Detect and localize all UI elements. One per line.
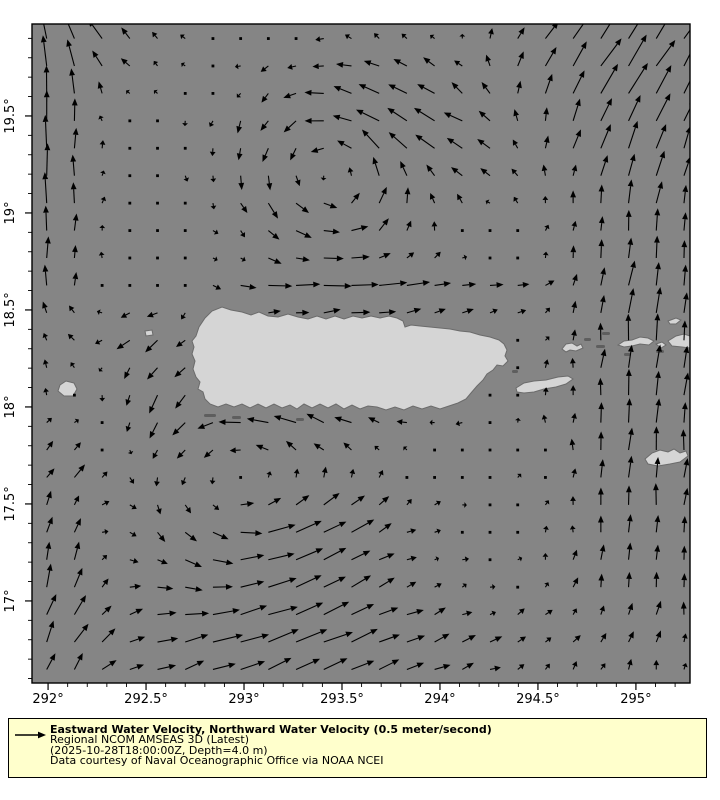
x-tick-label: 292°	[32, 692, 64, 707]
velocity-dot	[489, 476, 492, 479]
legend-time-depth: (2025-10-28T18:00:00Z, Depth=4.0 m)	[50, 743, 268, 757]
velocity-dot	[128, 119, 131, 122]
velocity-arrow	[684, 327, 685, 340]
velocity-dot	[489, 503, 492, 506]
x-tick-label: 294°	[424, 692, 456, 707]
velocity-arrow-head	[691, 68, 697, 76]
velocity-arrow-head	[639, 13, 645, 20]
velocity-dot	[461, 531, 464, 534]
velocity-dot	[156, 147, 159, 150]
velocity-dot	[101, 284, 104, 287]
reef-mark	[232, 416, 241, 419]
velocity-dot	[128, 229, 131, 232]
velocity-dot	[516, 339, 519, 342]
velocity-dot	[489, 449, 492, 452]
velocity-arrow	[545, 529, 546, 532]
velocity-arrow	[351, 257, 362, 258]
velocity-arrow	[629, 579, 630, 587]
velocity-dot	[433, 476, 436, 479]
velocity-dot	[267, 37, 270, 40]
velocity-dot	[73, 394, 76, 397]
velocity-dot	[544, 476, 547, 479]
legend-text-block	[50, 725, 492, 767]
y-tick-label: 18.5°	[3, 292, 18, 328]
velocity-dot	[156, 174, 159, 177]
velocity-arrow	[130, 450, 131, 452]
velocity-dot	[461, 229, 464, 232]
velocity-arrow	[518, 285, 523, 286]
velocity-dot	[184, 92, 187, 95]
velocity-arrow	[74, 252, 75, 258]
velocity-dot	[101, 449, 104, 452]
velocity-dot	[212, 65, 215, 68]
velocity-dot	[516, 586, 519, 589]
velocity-arrow	[407, 194, 408, 203]
velocity-dot	[184, 284, 187, 287]
reef-mark	[596, 345, 605, 348]
velocity-dot	[516, 503, 519, 506]
y-tick-label: 19°	[3, 201, 18, 225]
velocity-dot	[101, 421, 104, 424]
velocity-dot	[239, 476, 242, 479]
velocity-dot	[516, 257, 519, 260]
velocity-dot	[489, 558, 492, 561]
land-desecheo-island	[145, 330, 153, 336]
velocity-arrow	[130, 587, 135, 588]
velocity-arrow	[601, 246, 602, 258]
y-tick-label: 19.5°	[3, 98, 18, 134]
velocity-dot	[489, 229, 492, 232]
velocity-arrow	[324, 285, 345, 286]
velocity-arrow	[684, 523, 685, 532]
velocity-dot	[128, 174, 131, 177]
velocity-dot	[156, 257, 159, 260]
velocity-arrow	[100, 312, 102, 313]
velocity-arrow	[296, 473, 297, 477]
legend-box	[8, 718, 707, 778]
velocity-dot	[184, 147, 187, 150]
velocity-arrow	[545, 114, 546, 121]
velocity-arrow	[74, 189, 75, 203]
velocity-dot	[516, 449, 519, 452]
velocity-dot	[295, 37, 298, 40]
velocity-dot	[156, 119, 159, 122]
velocity-dot	[184, 257, 187, 260]
velocity-dot	[156, 229, 159, 232]
velocity-arrow	[241, 176, 242, 183]
velocity-dot	[128, 257, 131, 260]
reef-mark	[512, 370, 518, 373]
velocity-arrow	[47, 150, 48, 175]
reef-mark	[602, 332, 610, 335]
velocity-dot	[156, 202, 159, 205]
velocity-arrow	[351, 285, 371, 286]
velocity-dot	[516, 531, 519, 534]
velocity-dot	[156, 284, 159, 287]
velocity-dot	[128, 284, 131, 287]
velocity-dot	[405, 476, 408, 479]
velocity-arrow	[320, 39, 324, 40]
velocity-dot	[212, 92, 215, 95]
velocity-dot	[544, 449, 547, 452]
velocity-arrow	[46, 392, 47, 395]
velocity-arrow	[629, 405, 630, 422]
velocity-arrow	[241, 532, 256, 533]
velocity-arrow	[459, 423, 462, 424]
legend-title: Eastward Water Velocity, Northward Water Velocity (0.5 meter/second)	[50, 723, 492, 736]
velocity-arrow	[311, 93, 323, 94]
velocity-dot	[461, 476, 464, 479]
x-tick-label: 293°	[228, 692, 260, 707]
y-tick-label: 17°	[3, 589, 18, 613]
x-tick-label: 293.5°	[320, 692, 364, 707]
velocity-arrow	[572, 445, 573, 450]
velocity-dot	[128, 202, 131, 205]
x-tick-label: 295°	[620, 692, 652, 707]
velocity-dot	[516, 394, 519, 397]
velocity-arrow	[656, 243, 657, 258]
velocity-dot	[128, 147, 131, 150]
velocity-dot	[489, 394, 492, 397]
velocity-dot	[516, 229, 519, 232]
velocity-arrow	[379, 312, 389, 313]
velocity-dot	[489, 421, 492, 424]
x-tick-label: 294.5°	[516, 692, 560, 707]
legend-dataset: Regional NCOM AMSEAS 3D (Latest)	[50, 733, 249, 747]
velocity-arrow-head	[666, 12, 672, 19]
y-tick-label: 18°	[3, 395, 18, 419]
velocity-arrow	[462, 257, 464, 258]
velocity-dot	[489, 257, 492, 260]
velocity-arrow	[46, 213, 47, 231]
velocity-arrow	[102, 173, 103, 175]
velocity-dot	[516, 366, 519, 369]
velocity-dot	[239, 37, 242, 40]
velocity-dot	[184, 229, 187, 232]
velocity-dot	[212, 37, 215, 40]
legend-courtesy: Data courtesy of Naval Oceanographic Office via NOAA NCEI	[50, 754, 384, 768]
velocity-arrow-head	[39, 10, 45, 17]
velocity-dot	[184, 202, 187, 205]
velocity-arrow-head	[64, 15, 69, 23]
velocity-arrow-head	[610, 13, 616, 20]
velocity-dot	[461, 449, 464, 452]
velocity-arrow	[601, 191, 602, 203]
x-tick-label: 292.5°	[124, 692, 168, 707]
reef-mark	[296, 418, 304, 421]
velocity-arrow	[157, 477, 158, 481]
reef-mark	[584, 338, 591, 341]
velocity-dot	[433, 449, 436, 452]
velocity-arrow-head	[692, 19, 698, 26]
y-tick-label: 17.5°	[3, 486, 18, 522]
velocity-arrow	[462, 285, 469, 286]
velocity-arrow	[402, 422, 407, 423]
reference-arrow-icon	[13, 729, 49, 741]
velocity-arrow-head	[691, 40, 697, 48]
velocity-arrow	[435, 559, 437, 560]
reef-mark	[204, 414, 216, 417]
velocity-dot	[489, 531, 492, 534]
